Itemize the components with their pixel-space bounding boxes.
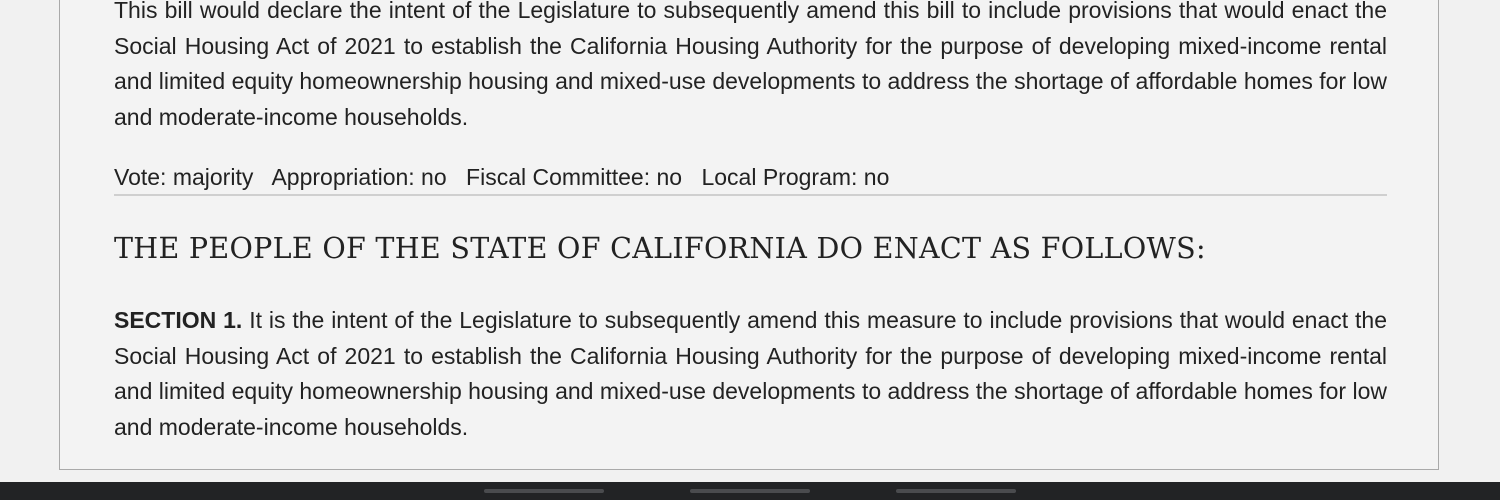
local-program-status: Local Program: no: [701, 164, 890, 190]
bill-document-card: [59, 0, 1439, 470]
fiscal-committee-status: Fiscal Committee: no: [466, 164, 683, 190]
vote-summary-line: [114, 161, 1387, 196]
vote-status: Vote: majority: [114, 164, 254, 190]
enacting-clause-heading: THE PEOPLE OF THE STATE OF CALIFORNIA DO ENACT AS FOLLOWS:: [114, 232, 1206, 265]
legislative-digest-paragraph: This bill would declare the intent of the Legislature to subsequently amend this bill to include provisions that would enact the Social Housing Act of 2021 to establish the California Housing Authority for the purpose of developing mixed-income rental and limited equity homeownership housing and mixed-use developments to address the shortage of affordable homes for low and moderate-income households.: [114, 0, 1387, 131]
nav-handle-center[interactable]: [690, 489, 810, 493]
appropriation-status: Appropriation: no: [271, 164, 447, 190]
nav-handle-right[interactable]: [896, 489, 1016, 493]
nav-handle-left[interactable]: [484, 489, 604, 493]
system-navigation-bar: [0, 482, 1500, 500]
section-1-paragraph: [114, 303, 1387, 446]
section-label: SECTION 1.: [114, 307, 243, 333]
section-text: It is the intent of the Legislature to subsequently amend this measure to include provisions that would enact the Social Housing Act of 2021 to establish the California Housing Authority for the purpose of developing mixed-income rental and limited equity homeownership housing and mixed-use developments to address the shortage of affordable homes for low and moderate-income households.: [114, 307, 1387, 441]
